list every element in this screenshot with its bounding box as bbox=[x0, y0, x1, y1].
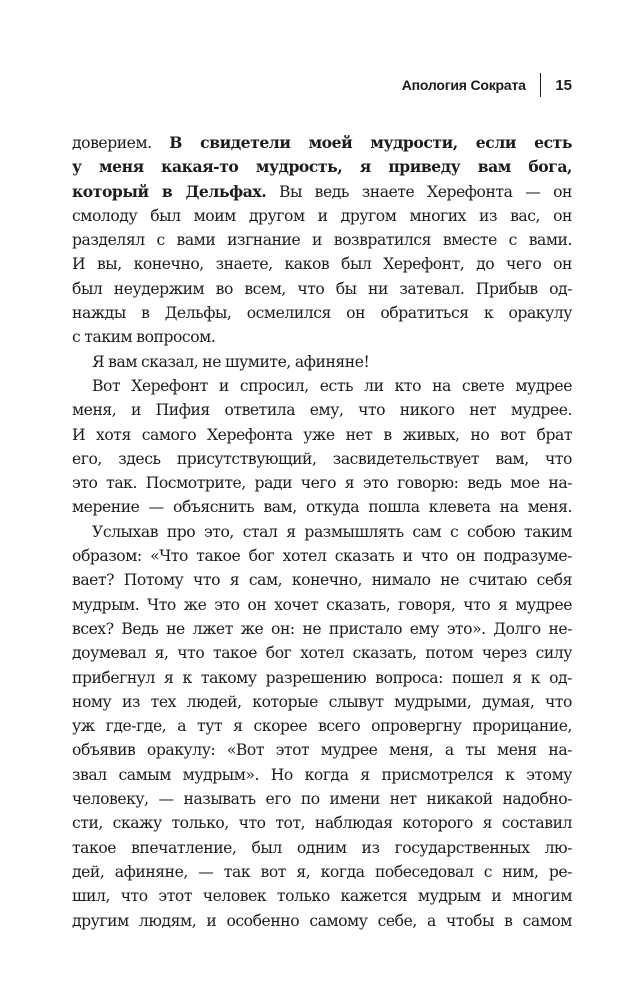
text-line: был неудержим во всем, что бы ни затевал. Прибыв од- bbox=[72, 279, 572, 298]
text-line: объявив оракулу: «Вот этот мудрее меня, а ты меня на- bbox=[72, 741, 572, 760]
text-line: смолоду был моим другом и другом многих из вас, он bbox=[72, 206, 572, 225]
text-line: другим людям, и особенно самому себе, а чтобы в самом bbox=[72, 911, 572, 930]
running-title: Апология Сократа bbox=[401, 77, 526, 93]
text-line: мерение — объяснить вам, откуда пошла клевета на меня. bbox=[72, 498, 572, 517]
text-line: доверием. В свидетели моей мудрости, если есть bbox=[72, 133, 572, 152]
text-line: шил, что этот человек только кажется мудрым и многим bbox=[72, 887, 572, 906]
page-number: 15 bbox=[555, 76, 572, 94]
body-text bbox=[72, 131, 572, 933]
text-line: нажды в Дельфы, осмелился он обратиться к оракулу bbox=[72, 304, 572, 323]
running-header bbox=[402, 72, 572, 98]
text-line: который в Дельфах. Вы ведь знаете Херефонта — он bbox=[72, 181, 572, 201]
text-line: ному из тех людей, которые слывут мудрыми, думая, что bbox=[72, 692, 572, 711]
text-line: И вы, конечно, знаете, каков был Херефонт, до чего он bbox=[72, 255, 572, 274]
header-divider bbox=[540, 73, 542, 97]
text-line: звал самым мудрым». Но когда я присмотрелся к этому bbox=[72, 765, 572, 784]
text-line: дей, афиняне, — так вот я, когда побеседовал с ним, ре- bbox=[72, 862, 572, 881]
text-line: это так. Посмотрите, ради чего я это говорю: ведь мое на- bbox=[72, 474, 572, 493]
text-line: с таким вопросом. bbox=[72, 328, 216, 347]
text-line: доумевал я, что такое бог хотел сказать, потом через силу bbox=[72, 644, 572, 663]
text-line: вает? Потому что я сам, конечно, нимало не считаю себя bbox=[72, 571, 572, 590]
text-line: И хотя самого Херефонта уже нет в живых, но вот брат bbox=[72, 425, 572, 444]
text-line: такое впечатление, был одним из государственных лю- bbox=[72, 838, 572, 857]
text-line: образом: «Что такое бог хотел сказать и что он подразуме- bbox=[72, 547, 572, 566]
text-line: у меня какая-то мудрость, я приведу вам бога, bbox=[72, 157, 572, 177]
text-line: его, здесь присутствующий, засвидетельствует вам, что bbox=[72, 449, 572, 468]
text-line: всех? Ведь не лжет же он: не пристало ему это». Долго не- bbox=[72, 619, 572, 638]
text-line: сти, скажу только, что тот, наблюдая которого я составил bbox=[72, 814, 572, 833]
text-line: меня, и Пифия ответила ему, что никого нет мудрее. bbox=[72, 401, 572, 420]
text-line: Я вам сказал, не шумите, афиняне! bbox=[92, 352, 370, 371]
text-line: мудрым. Что же это он хочет сказать, говоря, что я мудрее bbox=[72, 595, 572, 614]
text-line: прибегнул я к такому разрешению вопроса: пошел я к од- bbox=[72, 668, 572, 687]
text-line: Услыхав про это, стал я размышлять сам с собою таким bbox=[92, 522, 572, 541]
text-line: человеку, — называть его по имени нет никакой надобно- bbox=[72, 790, 572, 809]
text-line: уж где-где, а тут я скорее всего опровергну прорицание, bbox=[72, 717, 572, 736]
text-line: разделял с вами изгнание и возвратился вместе с вами. bbox=[72, 231, 572, 250]
text-line: Вот Херефонт и спросил, есть ли кто на свете мудрее bbox=[92, 376, 572, 395]
